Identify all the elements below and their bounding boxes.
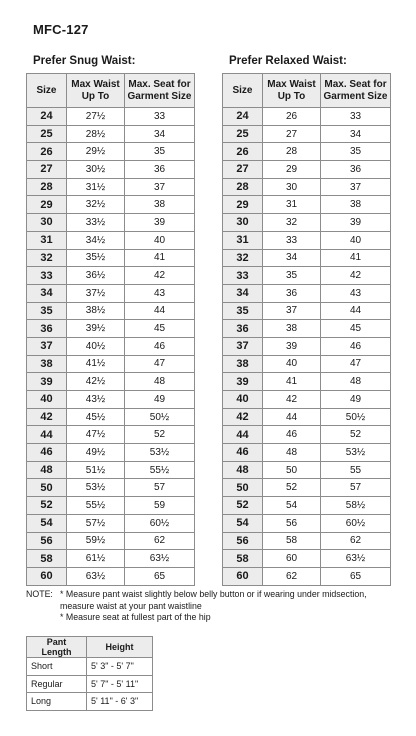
size-cell: 35 xyxy=(223,302,263,320)
table-row xyxy=(27,658,153,676)
size-cell: 56 xyxy=(223,532,263,550)
max-waist-cell: 35½ xyxy=(67,249,125,267)
max-seat-cell: 38 xyxy=(125,196,195,214)
height-cell: 5' 3" - 5' 7" xyxy=(87,658,153,676)
max-waist-cell: 36 xyxy=(263,284,321,302)
max-waist-cell: 35 xyxy=(263,267,321,285)
size-cell: 31 xyxy=(223,231,263,249)
size-cell: 28 xyxy=(27,178,67,196)
size-cell: 34 xyxy=(27,284,67,302)
max-waist-cell: 37 xyxy=(263,302,321,320)
max-seat-cell: 55 xyxy=(321,461,391,479)
notes xyxy=(26,589,396,624)
table-row xyxy=(223,320,391,338)
size-cell: 35 xyxy=(27,302,67,320)
max-seat-cell: 46 xyxy=(125,337,195,355)
table-row xyxy=(27,196,195,214)
table-row xyxy=(27,675,153,693)
table-row xyxy=(27,143,195,161)
height-header: Height xyxy=(87,637,153,658)
max-waist-cell: 36½ xyxy=(67,267,125,285)
size-cell: 36 xyxy=(223,320,263,338)
relaxed-size-table xyxy=(222,73,391,586)
size-cell: 60 xyxy=(27,567,67,585)
max-seat-cell: 46 xyxy=(321,337,391,355)
max-seat-cell: 48 xyxy=(321,373,391,391)
max-seat-cell: 39 xyxy=(125,214,195,232)
size-cell: 29 xyxy=(223,196,263,214)
max-waist-cell: 30½ xyxy=(67,161,125,179)
table-row xyxy=(223,391,391,409)
table-row xyxy=(27,479,195,497)
max-waist-cell: 27 xyxy=(263,125,321,143)
max-waist-cell: 34 xyxy=(263,249,321,267)
pant-length-table xyxy=(26,636,153,711)
max-waist-cell: 56 xyxy=(263,514,321,532)
max-waist-cell: 40 xyxy=(263,355,321,373)
max-waist-cell: 42½ xyxy=(67,373,125,391)
max-waist-cell: 46 xyxy=(263,426,321,444)
max-waist-cell: 38½ xyxy=(67,302,125,320)
max-seat-cell: 65 xyxy=(125,567,195,585)
table-row xyxy=(223,532,391,550)
note-label: NOTE: xyxy=(26,589,53,599)
max-seat-cell: 62 xyxy=(125,532,195,550)
table-row xyxy=(223,249,391,267)
max-seat-cell: 36 xyxy=(321,161,391,179)
table-row xyxy=(27,249,195,267)
max-seat-cell: 50½ xyxy=(321,408,391,426)
size-cell: 30 xyxy=(223,214,263,232)
max-waist-cell: 31 xyxy=(263,196,321,214)
max-seat-cell: 53½ xyxy=(321,444,391,462)
max-seat-cell: 63½ xyxy=(125,550,195,568)
max-seat-cell: 33 xyxy=(321,108,391,126)
size-cell: 24 xyxy=(223,108,263,126)
table-row xyxy=(27,231,195,249)
size-cell: 46 xyxy=(223,444,263,462)
size-cell: 33 xyxy=(223,267,263,285)
table-row xyxy=(223,373,391,391)
size-cell: 32 xyxy=(223,249,263,267)
size-cell: 44 xyxy=(27,426,67,444)
size-cell: 38 xyxy=(27,355,67,373)
table-row xyxy=(27,267,195,285)
max-seat-cell: 42 xyxy=(321,267,391,285)
pant-length-header: Pant Length xyxy=(27,637,87,658)
size-cell: 33 xyxy=(27,267,67,285)
max-seat-cell: 47 xyxy=(125,355,195,373)
table-row xyxy=(27,337,195,355)
max-waist-cell: 62 xyxy=(263,567,321,585)
max-waist-cell: 29½ xyxy=(67,143,125,161)
table-row xyxy=(223,214,391,232)
table-row xyxy=(223,337,391,355)
max-waist-cell: 29 xyxy=(263,161,321,179)
height-cell: 5' 11" - 6' 3" xyxy=(87,693,153,711)
snug-header-row xyxy=(27,74,195,108)
size-cell: 25 xyxy=(27,125,67,143)
note-line-1: * Measure pant waist slightly below belly button or if wearing under midsection, measure waist at your pant waistline xyxy=(60,589,367,611)
max-waist-cell: 38 xyxy=(263,320,321,338)
max-seat-cell: 39 xyxy=(321,214,391,232)
max-waist-header: Max Waist Up To xyxy=(263,74,321,108)
size-cell: 38 xyxy=(223,355,263,373)
table-row xyxy=(27,125,195,143)
relaxed-waist-title: Prefer Relaxed Waist: xyxy=(229,55,347,67)
max-seat-cell: 38 xyxy=(321,196,391,214)
table-row xyxy=(223,497,391,515)
table-row xyxy=(223,461,391,479)
max-seat-cell: 37 xyxy=(125,178,195,196)
max-waist-cell: 28½ xyxy=(67,125,125,143)
size-cell: 52 xyxy=(27,497,67,515)
pant-length-cell: Regular xyxy=(27,675,87,693)
table-row xyxy=(223,125,391,143)
max-waist-cell: 47½ xyxy=(67,426,125,444)
size-cell: 50 xyxy=(223,479,263,497)
size-cell: 52 xyxy=(223,497,263,515)
max-seat-cell: 60½ xyxy=(125,514,195,532)
table-row xyxy=(27,355,195,373)
size-cell: 31 xyxy=(27,231,67,249)
max-waist-cell: 40½ xyxy=(67,337,125,355)
size-cell: 36 xyxy=(27,320,67,338)
max-seat-cell: 42 xyxy=(125,267,195,285)
size-cell: 42 xyxy=(223,408,263,426)
max-waist-cell: 27½ xyxy=(67,108,125,126)
max-waist-cell: 57½ xyxy=(67,514,125,532)
table-row xyxy=(27,461,195,479)
size-cell: 34 xyxy=(223,284,263,302)
model-number: MFC-127 xyxy=(33,22,89,37)
table-row xyxy=(27,161,195,179)
max-waist-cell: 33½ xyxy=(67,214,125,232)
size-cell: 50 xyxy=(27,479,67,497)
table-row xyxy=(27,178,195,196)
table-row xyxy=(223,196,391,214)
relaxed-body xyxy=(223,108,391,586)
max-seat-cell: 43 xyxy=(321,284,391,302)
table-row xyxy=(223,426,391,444)
max-seat-cell: 49 xyxy=(125,391,195,409)
size-cell: 24 xyxy=(27,108,67,126)
max-seat-cell: 57 xyxy=(321,479,391,497)
size-cell: 37 xyxy=(27,337,67,355)
max-waist-cell: 39½ xyxy=(67,320,125,338)
size-header: Size xyxy=(223,74,263,108)
snug-waist-title: Prefer Snug Waist: xyxy=(33,55,136,67)
max-seat-cell: 44 xyxy=(321,302,391,320)
table-row xyxy=(27,550,195,568)
max-waist-cell: 32½ xyxy=(67,196,125,214)
table-row xyxy=(27,444,195,462)
max-seat-cell: 65 xyxy=(321,567,391,585)
table-row xyxy=(223,143,391,161)
max-waist-cell: 44 xyxy=(263,408,321,426)
max-waist-cell: 34½ xyxy=(67,231,125,249)
max-waist-cell: 51½ xyxy=(67,461,125,479)
max-waist-cell: 41½ xyxy=(67,355,125,373)
table-row xyxy=(223,178,391,196)
size-cell: 58 xyxy=(223,550,263,568)
max-seat-cell: 43 xyxy=(125,284,195,302)
size-cell: 54 xyxy=(27,514,67,532)
table-row xyxy=(223,231,391,249)
table-row xyxy=(27,693,153,711)
max-seat-cell: 63½ xyxy=(321,550,391,568)
max-waist-cell: 48 xyxy=(263,444,321,462)
relaxed-header-row xyxy=(223,74,391,108)
max-waist-cell: 50 xyxy=(263,461,321,479)
size-cell: 48 xyxy=(27,461,67,479)
size-cell: 25 xyxy=(223,125,263,143)
table-row xyxy=(27,391,195,409)
max-waist-cell: 32 xyxy=(263,214,321,232)
table-row xyxy=(223,302,391,320)
max-waist-cell: 39 xyxy=(263,337,321,355)
size-cell: 44 xyxy=(223,426,263,444)
max-seat-cell: 52 xyxy=(125,426,195,444)
max-seat-cell: 33 xyxy=(125,108,195,126)
size-cell: 26 xyxy=(27,143,67,161)
table-row xyxy=(27,320,195,338)
max-seat-cell: 41 xyxy=(125,249,195,267)
table-row xyxy=(27,514,195,532)
max-seat-cell: 45 xyxy=(321,320,391,338)
size-cell: 37 xyxy=(223,337,263,355)
max-seat-cell: 58½ xyxy=(321,497,391,515)
table-row xyxy=(27,532,195,550)
table-row xyxy=(223,408,391,426)
max-waist-cell: 55½ xyxy=(67,497,125,515)
max-seat-cell: 35 xyxy=(321,143,391,161)
pant-length-cell: Long xyxy=(27,693,87,711)
table-row xyxy=(27,373,195,391)
max-seat-cell: 35 xyxy=(125,143,195,161)
max-waist-cell: 43½ xyxy=(67,391,125,409)
table-row xyxy=(223,444,391,462)
max-seat-cell: 40 xyxy=(125,231,195,249)
max-waist-cell: 61½ xyxy=(67,550,125,568)
max-waist-cell: 54 xyxy=(263,497,321,515)
size-cell: 48 xyxy=(223,461,263,479)
size-cell: 40 xyxy=(27,391,67,409)
max-seat-cell: 41 xyxy=(321,249,391,267)
size-cell: 29 xyxy=(27,196,67,214)
max-seat-cell: 34 xyxy=(125,125,195,143)
size-header: Size xyxy=(27,74,67,108)
max-waist-cell: 60 xyxy=(263,550,321,568)
table-row xyxy=(27,214,195,232)
max-waist-cell: 26 xyxy=(263,108,321,126)
max-waist-cell: 33 xyxy=(263,231,321,249)
max-seat-cell: 34 xyxy=(321,125,391,143)
table-row xyxy=(223,479,391,497)
size-cell: 42 xyxy=(27,408,67,426)
max-seat-cell: 37 xyxy=(321,178,391,196)
max-waist-cell: 58 xyxy=(263,532,321,550)
max-seat-header: Max. Seat for Garment Size xyxy=(321,74,391,108)
table-row xyxy=(27,108,195,126)
note-line-2: * Measure seat at fullest part of the hip xyxy=(60,612,211,622)
size-cell: 58 xyxy=(27,550,67,568)
table-row xyxy=(27,426,195,444)
max-seat-cell: 47 xyxy=(321,355,391,373)
size-cell: 30 xyxy=(27,214,67,232)
size-cell: 32 xyxy=(27,249,67,267)
max-seat-header: Max. Seat for Garment Size xyxy=(125,74,195,108)
table-row xyxy=(223,355,391,373)
table-row xyxy=(27,284,195,302)
max-waist-cell: 28 xyxy=(263,143,321,161)
snug-body xyxy=(27,108,195,586)
size-cell: 28 xyxy=(223,178,263,196)
height-cell: 5' 7" - 5' 11" xyxy=(87,675,153,693)
max-seat-cell: 49 xyxy=(321,391,391,409)
max-waist-cell: 41 xyxy=(263,373,321,391)
max-seat-cell: 57 xyxy=(125,479,195,497)
max-waist-cell: 45½ xyxy=(67,408,125,426)
table-row xyxy=(223,284,391,302)
max-seat-cell: 40 xyxy=(321,231,391,249)
max-waist-header: Max Waist Up To xyxy=(67,74,125,108)
max-waist-cell: 52 xyxy=(263,479,321,497)
max-waist-cell: 59½ xyxy=(67,532,125,550)
max-waist-cell: 49½ xyxy=(67,444,125,462)
pant-length-cell: Short xyxy=(27,658,87,676)
max-seat-cell: 36 xyxy=(125,161,195,179)
max-seat-cell: 59 xyxy=(125,497,195,515)
table-row xyxy=(27,302,195,320)
size-cell: 39 xyxy=(27,373,67,391)
max-seat-cell: 48 xyxy=(125,373,195,391)
max-seat-cell: 44 xyxy=(125,302,195,320)
max-waist-cell: 30 xyxy=(263,178,321,196)
size-cell: 56 xyxy=(27,532,67,550)
size-cell: 26 xyxy=(223,143,263,161)
max-waist-cell: 42 xyxy=(263,391,321,409)
size-cell: 27 xyxy=(223,161,263,179)
size-cell: 46 xyxy=(27,444,67,462)
size-cell: 54 xyxy=(223,514,263,532)
max-waist-cell: 53½ xyxy=(67,479,125,497)
max-seat-cell: 55½ xyxy=(125,461,195,479)
table-row xyxy=(223,161,391,179)
table-row xyxy=(223,514,391,532)
snug-size-table xyxy=(26,73,195,586)
size-cell: 27 xyxy=(27,161,67,179)
max-seat-cell: 45 xyxy=(125,320,195,338)
table-row xyxy=(27,567,195,585)
size-cell: 60 xyxy=(223,567,263,585)
table-row xyxy=(223,267,391,285)
table-row xyxy=(27,497,195,515)
table-row xyxy=(223,567,391,585)
table-row xyxy=(223,550,391,568)
max-seat-cell: 62 xyxy=(321,532,391,550)
max-waist-cell: 37½ xyxy=(67,284,125,302)
table-row xyxy=(223,108,391,126)
max-waist-cell: 31½ xyxy=(67,178,125,196)
max-seat-cell: 52 xyxy=(321,426,391,444)
max-seat-cell: 53½ xyxy=(125,444,195,462)
table-row xyxy=(27,408,195,426)
size-cell: 39 xyxy=(223,373,263,391)
max-seat-cell: 60½ xyxy=(321,514,391,532)
max-seat-cell: 50½ xyxy=(125,408,195,426)
size-cell: 40 xyxy=(223,391,263,409)
max-waist-cell: 63½ xyxy=(67,567,125,585)
